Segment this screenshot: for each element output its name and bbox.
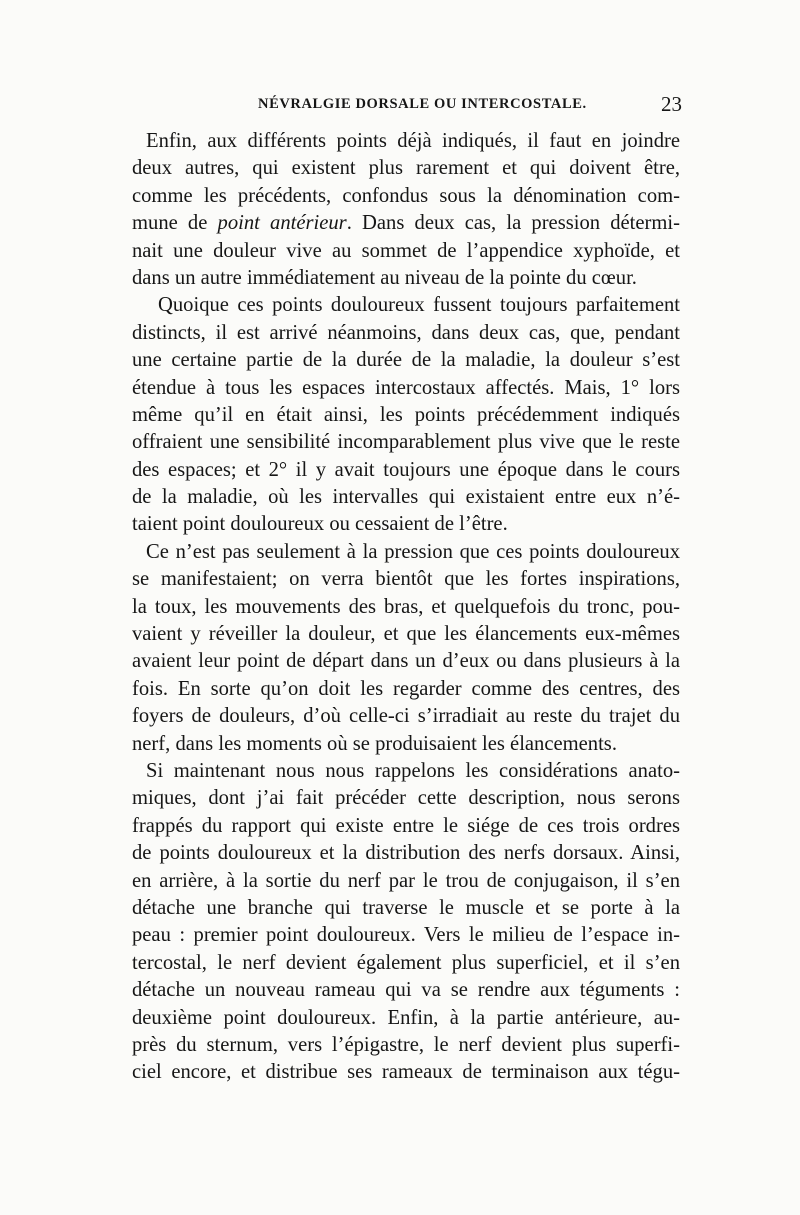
text-line: frappés du rapport qui existe entre le siége de ces trois ordres xyxy=(132,814,680,837)
text-line: deux autres, qui existent plus rarement et qui doivent être, xyxy=(132,157,680,180)
text-line: offraient une sensibilité incomparablement plus vive que le reste xyxy=(132,431,680,454)
running-title: NÉVRALGIE DORSALE OU INTERCOSTALE. xyxy=(258,96,587,112)
text-line: Si maintenant nous nous rappelons les considérations anato- xyxy=(146,759,680,782)
text-line: deuxième point douloureux. Enfin, à la partie antérieure, au- xyxy=(132,1006,680,1029)
text-line: même qu’il en était ainsi, les points précédemment indiqués xyxy=(132,403,680,426)
italic-term: point antérieur xyxy=(217,212,347,235)
text-line: se manifestaient; on verra bientôt que les fortes inspirations, xyxy=(132,568,680,591)
text-line: étendue à tous les espaces intercostaux affectés. Mais, 1° lors xyxy=(132,376,680,399)
text-line: distincts, il est arrivé néanmoins, dans deux cas, que, pendant xyxy=(132,321,680,344)
text-line: peau : premier point douloureux. Vers le milieu de l’espace in- xyxy=(132,924,680,947)
text-line: tercostal, le nerf devient également plus superficiel, et il s’en xyxy=(132,951,680,974)
text-line: de la maladie, où les intervalles qui existaient entre eux n’é- xyxy=(132,486,680,509)
text-line: nerf, dans les moments où se produisaient les élancements. xyxy=(132,732,617,755)
text-line: la toux, les mouvements des bras, et quelquefois du tronc, pou- xyxy=(132,595,680,618)
text-line: en arrière, à la sortie du nerf par le trou de conjugaison, il s’en xyxy=(132,869,680,892)
text-line: miques, dont j’ai fait précéder cette description, nous serons xyxy=(132,787,680,810)
text-line: foyers de douleurs, d’où celle-ci s’irradiait au reste du trajet du xyxy=(132,705,680,728)
text-run: mune de xyxy=(132,212,218,235)
text-line: des espaces; et 2° il y avait toujours une époque dans le cours xyxy=(132,458,680,481)
text-line: une certaine partie de la durée de la maladie, la douleur s’est xyxy=(132,349,680,372)
body-text xyxy=(132,128,680,1087)
page-number: 23 xyxy=(661,92,682,116)
text-line: détache un nouveau rameau qui va se rendre aux téguments : xyxy=(132,979,680,1002)
text-line: dans un autre immédiatement au niveau de la pointe du cœur. xyxy=(132,266,637,289)
text-line: vaient y réveiller la douleur, et que les élancements eux-mêmes xyxy=(132,623,680,646)
text-line: ciel encore, et distribue ses rameaux de terminaison aux tégu- xyxy=(132,1061,680,1084)
text-line: Enfin, aux différents points déjà indiqués, il faut en joindre xyxy=(146,130,680,152)
text-run: . Dans deux cas, la pression détermi- xyxy=(346,212,680,235)
text-line: fois. En sorte qu’on doit les regarder comme des centres, des xyxy=(132,677,680,700)
text-line: Quoique ces points douloureux fussent toujours parfaitement xyxy=(158,294,680,317)
text-line: détache une branche qui traverse le muscle et se porte à la xyxy=(132,896,680,919)
running-head xyxy=(132,92,682,120)
text-line: de points douloureux et la distribution des nerfs dorsaux. Ainsi, xyxy=(132,842,680,865)
text-line: taient point douloureux ou cessaient de l’être. xyxy=(132,513,508,536)
text-line: nait une douleur vive au sommet de l’appendice xyphoïde, et xyxy=(132,239,680,262)
text-line xyxy=(132,210,680,237)
text-line: comme les précédents, confondus sous la dénomination com- xyxy=(132,184,680,207)
text-line: avaient leur point de départ dans un d’eux ou dans plusieurs à la xyxy=(132,650,680,673)
text-line: Ce n’est pas seulement à la pression que ces points douloureux xyxy=(146,540,680,563)
text-line: près du sternum, vers l’épigastre, le nerf devient plus superfi- xyxy=(132,1033,680,1056)
